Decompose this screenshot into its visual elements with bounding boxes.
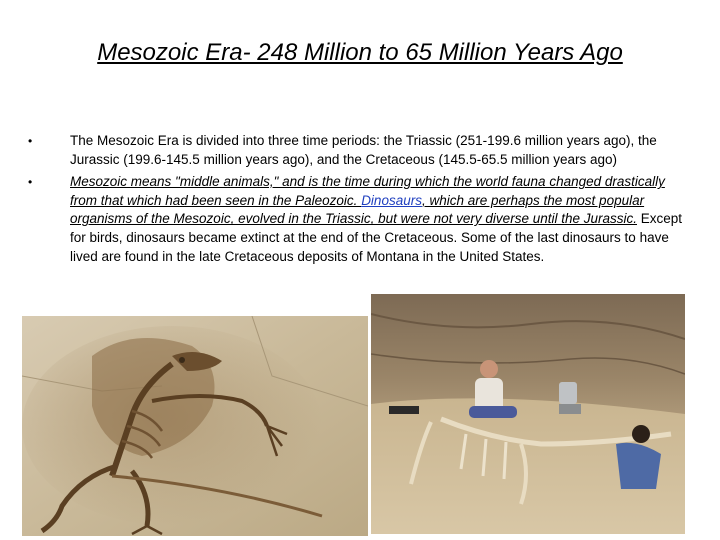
bullet-item <box>24 173 684 266</box>
slide-title: Mesozoic Era- 248 Million to 65 Million Years Ago <box>97 39 623 66</box>
bullet-text: Except for birds, dinosaurs became extinct at the end of the Cretaceous. Some of the last dinosaurs to have lived are found in the late Cretaceous deposits of Montana in the United States. <box>70 211 683 264</box>
bullet-dot-icon: • <box>28 175 33 190</box>
dinosaurs-link[interactable]: Dinosaurs <box>361 192 422 208</box>
bullet-dot-icon: • <box>28 134 33 148</box>
bullet-emphasis-text: Mesozoic means "middle animals," and is the time during which the world fauna changed drastically from that which had been seen in the Paleozoic. <box>70 174 665 208</box>
excavation-photo <box>371 294 685 534</box>
bullet-text: The Mesozoic Era is divided into three time periods: the Triassic (251-199.6 million years ago), the Jurassic (199.6-145.5 million years ago), and the Cretaceous (145.5-65.5 million years ago) <box>70 133 657 167</box>
fossil-image <box>22 316 368 536</box>
excavation-image <box>371 294 685 534</box>
bullet-emphasis-text-2: , which are perhaps the most popular organisms of the Mesozoic, evolved in the Triassic, but were not very diverse until the Jurassic. <box>70 192 645 227</box>
fossil-photo <box>22 316 368 536</box>
bullet-list <box>24 132 684 270</box>
bullet-item <box>24 132 684 169</box>
